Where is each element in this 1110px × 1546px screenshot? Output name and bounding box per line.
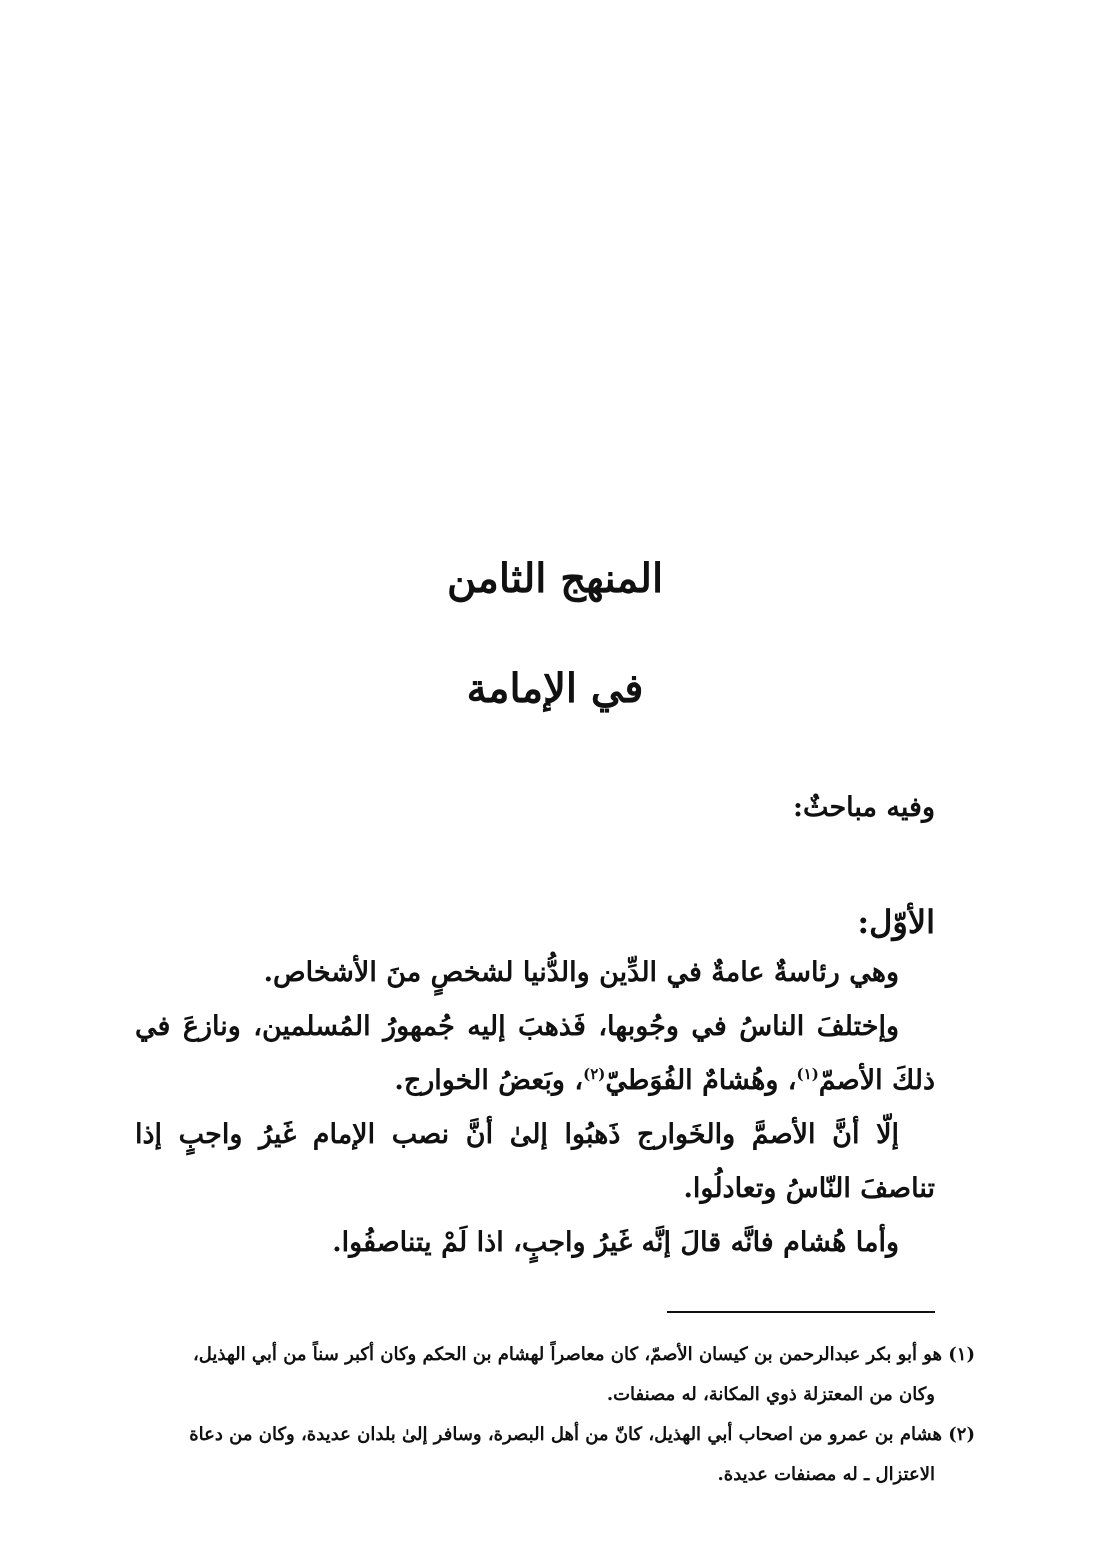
paragraph-definition: وهي رئاسةٌ عامةٌ في الدِّين والدُّنيا لشخصٍ منَ الأشخاص. xyxy=(263,957,899,988)
intro-line: وفيه مباحثٌ: xyxy=(793,792,935,823)
footnote-1-continued: وكان من المعتزلة ذوي المكانة، له مصنفات. xyxy=(606,1384,935,1405)
section-heading: الأوّل: xyxy=(857,903,935,941)
paragraph-dispute-text-b: ، وهُشامٌ الفُوَطيّ xyxy=(605,1065,797,1096)
paragraph-hisham: وأما هُشام فانَّه قالَ إنَّه غَيرُ واجبٍ، اذا لَمْ يتناصفُوا. xyxy=(332,1227,899,1258)
footnote-1: (١) هو أبو بكر عبدالرحمن بن كيسان الأصمّ، كان معاصراً لهشام بن الحكم وكان أكبر سناً من أبي الهذيل، xyxy=(192,1344,975,1365)
footnote-2: (٢) هشام بن عمرو من اصحاب أبي الهذيل، كانّ من أهل البصرة، وسافر إلىٰ بلدان عديدة، وكان من دعاة xyxy=(189,1424,975,1445)
paragraph-dispute xyxy=(135,1000,935,1108)
paragraph-dispute-text-a: وإختلفَ الناسُ في وجُوبها، فَذهبَ إليه جُمهورُ المُسلمين، ونازعَ في ذلكَ الأصمّ xyxy=(135,1011,935,1096)
chapter-title: المنهج الثامن xyxy=(446,555,664,602)
paragraph-exception: إلّا أنَّ الأصمَّ والخَوارج ذَهبُوا إلىٰ أنَّ نصب الإمام غَيرُ واجبٍ إذا تناصفَ النّاسُ وتعادلُوا. xyxy=(135,1119,935,1204)
footnote-ref-2[interactable]: (٢) xyxy=(583,1065,606,1083)
section-body xyxy=(135,898,935,1270)
footnotes xyxy=(135,1335,975,1495)
paragraph-dispute-text-c: ، وبَعضُ الخوارج. xyxy=(394,1065,584,1096)
footnote-ref-1[interactable]: (١) xyxy=(796,1065,819,1083)
chapter-subtitle: في الإمامة xyxy=(466,665,644,712)
footnote-separator xyxy=(667,1311,935,1313)
footnote-2-continued: الاعتزال ـ له مصنفات عديدة. xyxy=(717,1464,935,1485)
